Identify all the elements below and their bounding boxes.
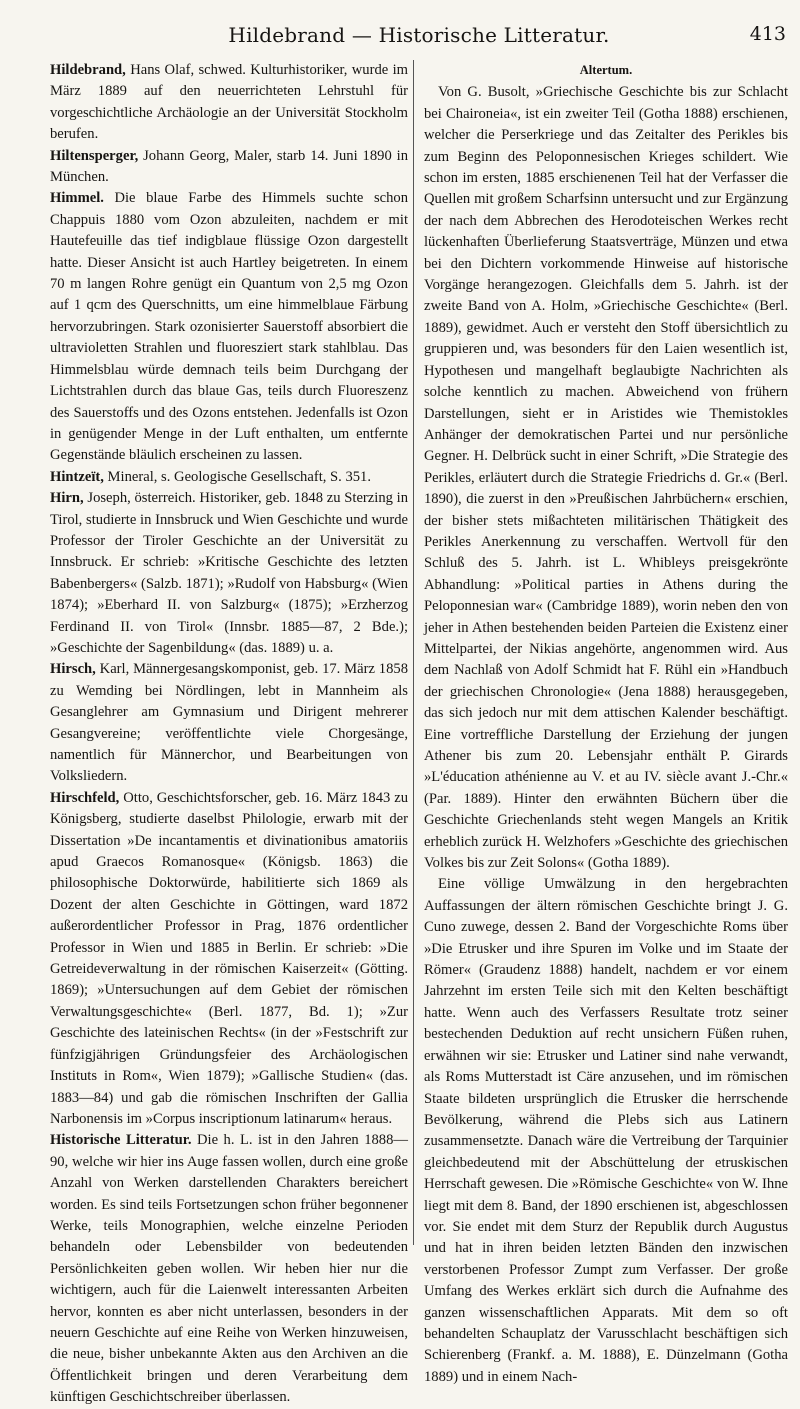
entry-text: Johann Georg, Maler, starb 14. Juni 1890 in München. [50,147,408,186]
headword: Hirn, [50,490,84,507]
right-column [424,60,788,1388]
headword: Himmel. [50,190,104,207]
entry-hirsch [50,659,408,787]
entry-hirschfeld [50,788,408,1131]
entry-text: Die h. L. ist in den Jahren 1888—90, welche wir hier ins Auge fassen wollen, durch eine große Anzahl von Werken darstellenden Charakters bereichert worden. Es sind teils Fortsetzungen schon früher begonnener Werke, teils Monographien, welche einzelne Perioden behandeln oder Lebensbilder von bedeutenden Persönlichkeiten geben wollen. Wir heben hier nur die wichtigern, auch für die Laienwelt interessanten Arbeiten hervor, konnten es aber nicht unterlassen, besonders in der neuern Geschichte auf eine Reihe von Werken hinzuweisen, die neue, bisher unbekannte Akten aus den Archiven an die Öffentlichkeit bringen und deren Verarbeitung dem künftigen Geschichtschreiber überlassen. [50,1132,408,1406]
left-column [50,60,408,1409]
headword: Hirschfeld, [50,789,120,806]
section-heading: Altertum. [579,63,633,77]
entry-hirn [50,488,408,659]
entry-hildebrand [50,60,408,146]
running-title: Hildebrand — Historische Litteratur. [228,23,610,47]
headword: Hirsch, [50,661,96,678]
headword: Hiltensperger, [50,147,139,164]
entry-text: Joseph, österreich. Historiker, geb. 1848 zu Sterzing in Tirol, studierte in Innsbruck und Wien Geschichte und wurde Professor der Tiroler Geschichte an der Universität zu Innsbruck. Er schrieb: »Kritische Geschichte des letzten Babenbergers« (Salzb. 1871); »Rudolf von Habsburg« (Wien 1874); »Eberhard II. von Salzburg« (1875); »Erzherzog Ferdinand II. von Tirol« (Innsbr. 1885—87, 2 Bde.); »Geschichte der Sagenbildung« (das. 1889) u. a. [50,490,408,656]
entry-text: Karl, Männergesangskomponist, geb. 17. März 1858 zu Wemding bei Nördlingen, lebt in Mannheim als Gesanglehrer am Gymnasium und Dirigent mehrerer Gesangvereine; veröffentlichte viele Chorgesänge, namentlich für Männerchor, und Bearbeitungen von Volksliedern. [50,661,408,785]
entry-text: Otto, Geschichtsforscher, geb. 16. März 1843 zu Königsberg, studierte daselbst Philologie, erwarb mit der Dissertation »De incantamentis et divinationibus amatoriis apud Graecos Romanosque« (Königsb. 1863) die philosophische Doktorwürde, habilitierte sich 1869 als Dozent der alten Geschichte in Göttingen, ward 1872 außerordentlicher Professor in Prag, 1876 ordentlicher Professor in Wien und 1885 in Berlin. Er schrieb: »Die Getreideverwaltung in der römischen Kaiserzeit« (Götting. 1869); »Untersuchungen auf dem Gebiet der römischen Verwaltungsgeschichte« (Berl. 1877, Bd. 1); »Zur Geschichte des lateinischen Rechts« (in der »Festschrift zur fünfzigjährigen Gründungsfeier des Archäologischen Instituts in Rom«, Wien 1879); »Gallische Studien« (das. 1883—84) und gab die römischen Inschriften der Gallia Narbonensis im »Corpus inscriptionum latinarum« heraus. [50,789,408,1127]
entry-hiltensperger [50,146,408,189]
page-number: 413 [749,23,786,45]
entry-text: Mineral, s. Geologische Gesellschaft, S. 351. [103,468,371,485]
entry-hintzeit [50,467,408,488]
headword: Hildebrand, [50,62,126,78]
paragraph-greek-history: Von G. Busolt, »Griechische Geschichte bis zur Schlacht bei Chaironeia«, ist ein zweiter Teil (Gotha 1888) erschienen, welcher die Perserkriege und das Zeitalter des Perikles bis zum Beginn des Peloponnesischen Krieges schildert. Wie schon im ersten, 1885 erschienenen Teil hat der Verfasser die Quellen mit großem Scharfsinn untersucht und zur Ergänzung der nach dem Abbrechen des Herodoteischen Werkes recht lückenhaften Überlieferung Staatsverträge, Münzen und etwa bei den Dichtern vorkommende Hinweise auf historische Vorgänge herangezogen. Gleichfalls dem 5. Jahrh. ist der zweite Band von A. Holm, »Griechische Geschichte« (Berl. 1889), gewidmet. Auch er versteht den Stoff übersichtlich zu gruppieren und, was besonders für den Laien wesentlich ist, Hypothesen und mangelhaft beglaubigte Nachrichten als solche kenntlich zu machen. Abweichend von frühern Darstellungen, sieht er in Aristides wie Themistokles Anhänger der demokratischen Partei und nur persönliche Gegner. H. Delbrück sucht in einer Schrift, »Die Strategie des Perikles, erläutert durch die Strategie Friedrichs d. Gr.« (Berl. 1890), die zuerst in den »Preußischen Jahrbüchern« erschien, der bisher stets mißachteten militärischen Thätigkeit des Perikles Anerkennung zu verschaffen. Wertvoll für den Schluß des 5. Jahrh. ist L. Whibleys preisgekrönte Abhandlung: »Political parties in Athens during the Peloponnesian war« (Cambridge 1889), worin neben den von jeher in Athen bestehenden beiden Parteien die Existenz einer Mittelpartei, der Nikias angehörte, angenommen wird. Aus dem Nachlaß von Adolf Schmidt hat F. Rühl ein »Handbuch der griechischen Chronologie« (Jena 1888) herausgegeben, das sich jedoch nur mit dem attischen Kalender beschäftigt. Eine vortreffliche Darstellung der Erziehung der jungen Athener bis zum 20. Lebensjahr enthält P. Girards »L'éducation athénienne au V. et au IV. siècle avant J.-Chr.« (Par. 1889). Hinter den erwähnten Büchern über die Geschichte Griechenlands steht wegen Mangels an Kritik erheblich zurück H. Welzhofers »Geschichte des griechischen Volkes bis zur Zeit Solons« (Gotha 1889). [424,84,788,872]
headword: Hintzeït, [50,468,104,485]
column-divider [413,60,414,1245]
running-header [52,18,786,52]
headword: Historische Litteratur. [50,1132,192,1149]
entry-text: Die blaue Farbe des Himmels suchte schon Chappuis 1880 vom Ozon abzuleiten, nachdem er mit Hautefeuille das tief indigblaue flüssige Ozon dargestellt hatte. Dieser Ansicht ist auch Hartley beigetreten. In einem 70 m langen Rohre genügt ein Quantum von 2,5 mg Ozon auf 1 qcm des Querschnitts, um eine himmelblaue Färbung hervorzubringen. Stark ozonisierter Sauerstoff absorbiert die ultravioletten Strahlen und fluoresziert stark stahlblau. Das Himmelsblau würde demnach teils beim Durchgang der Lichtstrahlen durch das blaue Gas, teils durch Fluoreszenz des Sauerstoffs und des Ozons entstehen. Jedenfalls ist Ozon in genügender Menge in der Luft enthalten, um entfernte Gegenstände bläulich erscheinen zu lassen. [50,190,408,464]
entry-historische-litteratur [50,1130,408,1408]
paragraph-roman-history: Eine völlige Umwälzung in den hergebrachten Auffassungen der ältern römischen Geschichte bringt J. G. Cuno zuwege, dessen 2. Band der Vorgeschichte Roms über »Die Etrusker und ihre Spuren im Volke und im Staate der Römer« (Graudenz 1888) handelt, nachdem er vor einem Jahrzehnt im ersten Teile sich mit den Kelten beschäftigt hatte. Wenn auch des Verfassers Resultate trotz seiner bestechenden Deduktion auf recht unsichern Füßen ruhen, erwähnen wir sie: Etrusker und Latiner sind nahe verwandt, als Roms Mutterstadt ist Cäre anzusehen, und im römischen Staate bildeten ursprünglich die Etrusker die herrschende Bevölkerung, während die Plebs sich aus Latinern zusammensetzte. Danach wäre die Vertreibung der Tarquinier gleichbedeutend mit der Abschüttelung der etruskischen Herrschaft gewesen. Die »Römische Geschichte« von W. Ihne liegt mit dem 8. Band, der 1890 erschienen ist, abgeschlossen vor. Sie endet mit dem Sturz der Republik durch Augustus und hat in ihren beiden letzten Bänden den inzwischen verstorbenen Professor Zumpt zum Verfasser. Der große Umfang des Werkes erklärt sich durch die Aufnahme des ganzen wissenschaftlichen Apparats. Mit dem so oft behandelten Schauplatz der Varusschlacht beschäftigen sich Schierenberg (Frankf. a. M. 1888), E. Dünzelmann (Gotha 1889) und in einem Nach- [424,876,788,1385]
entry-text: Hans Olaf, schwed. Kulturhistoriker, wurde im März 1889 auf den neuerrichteten Lehrstuhl für vorgeschichtliche Archäologie an der Universität Stockholm berufen. [50,62,408,143]
entry-himmel [50,188,408,466]
